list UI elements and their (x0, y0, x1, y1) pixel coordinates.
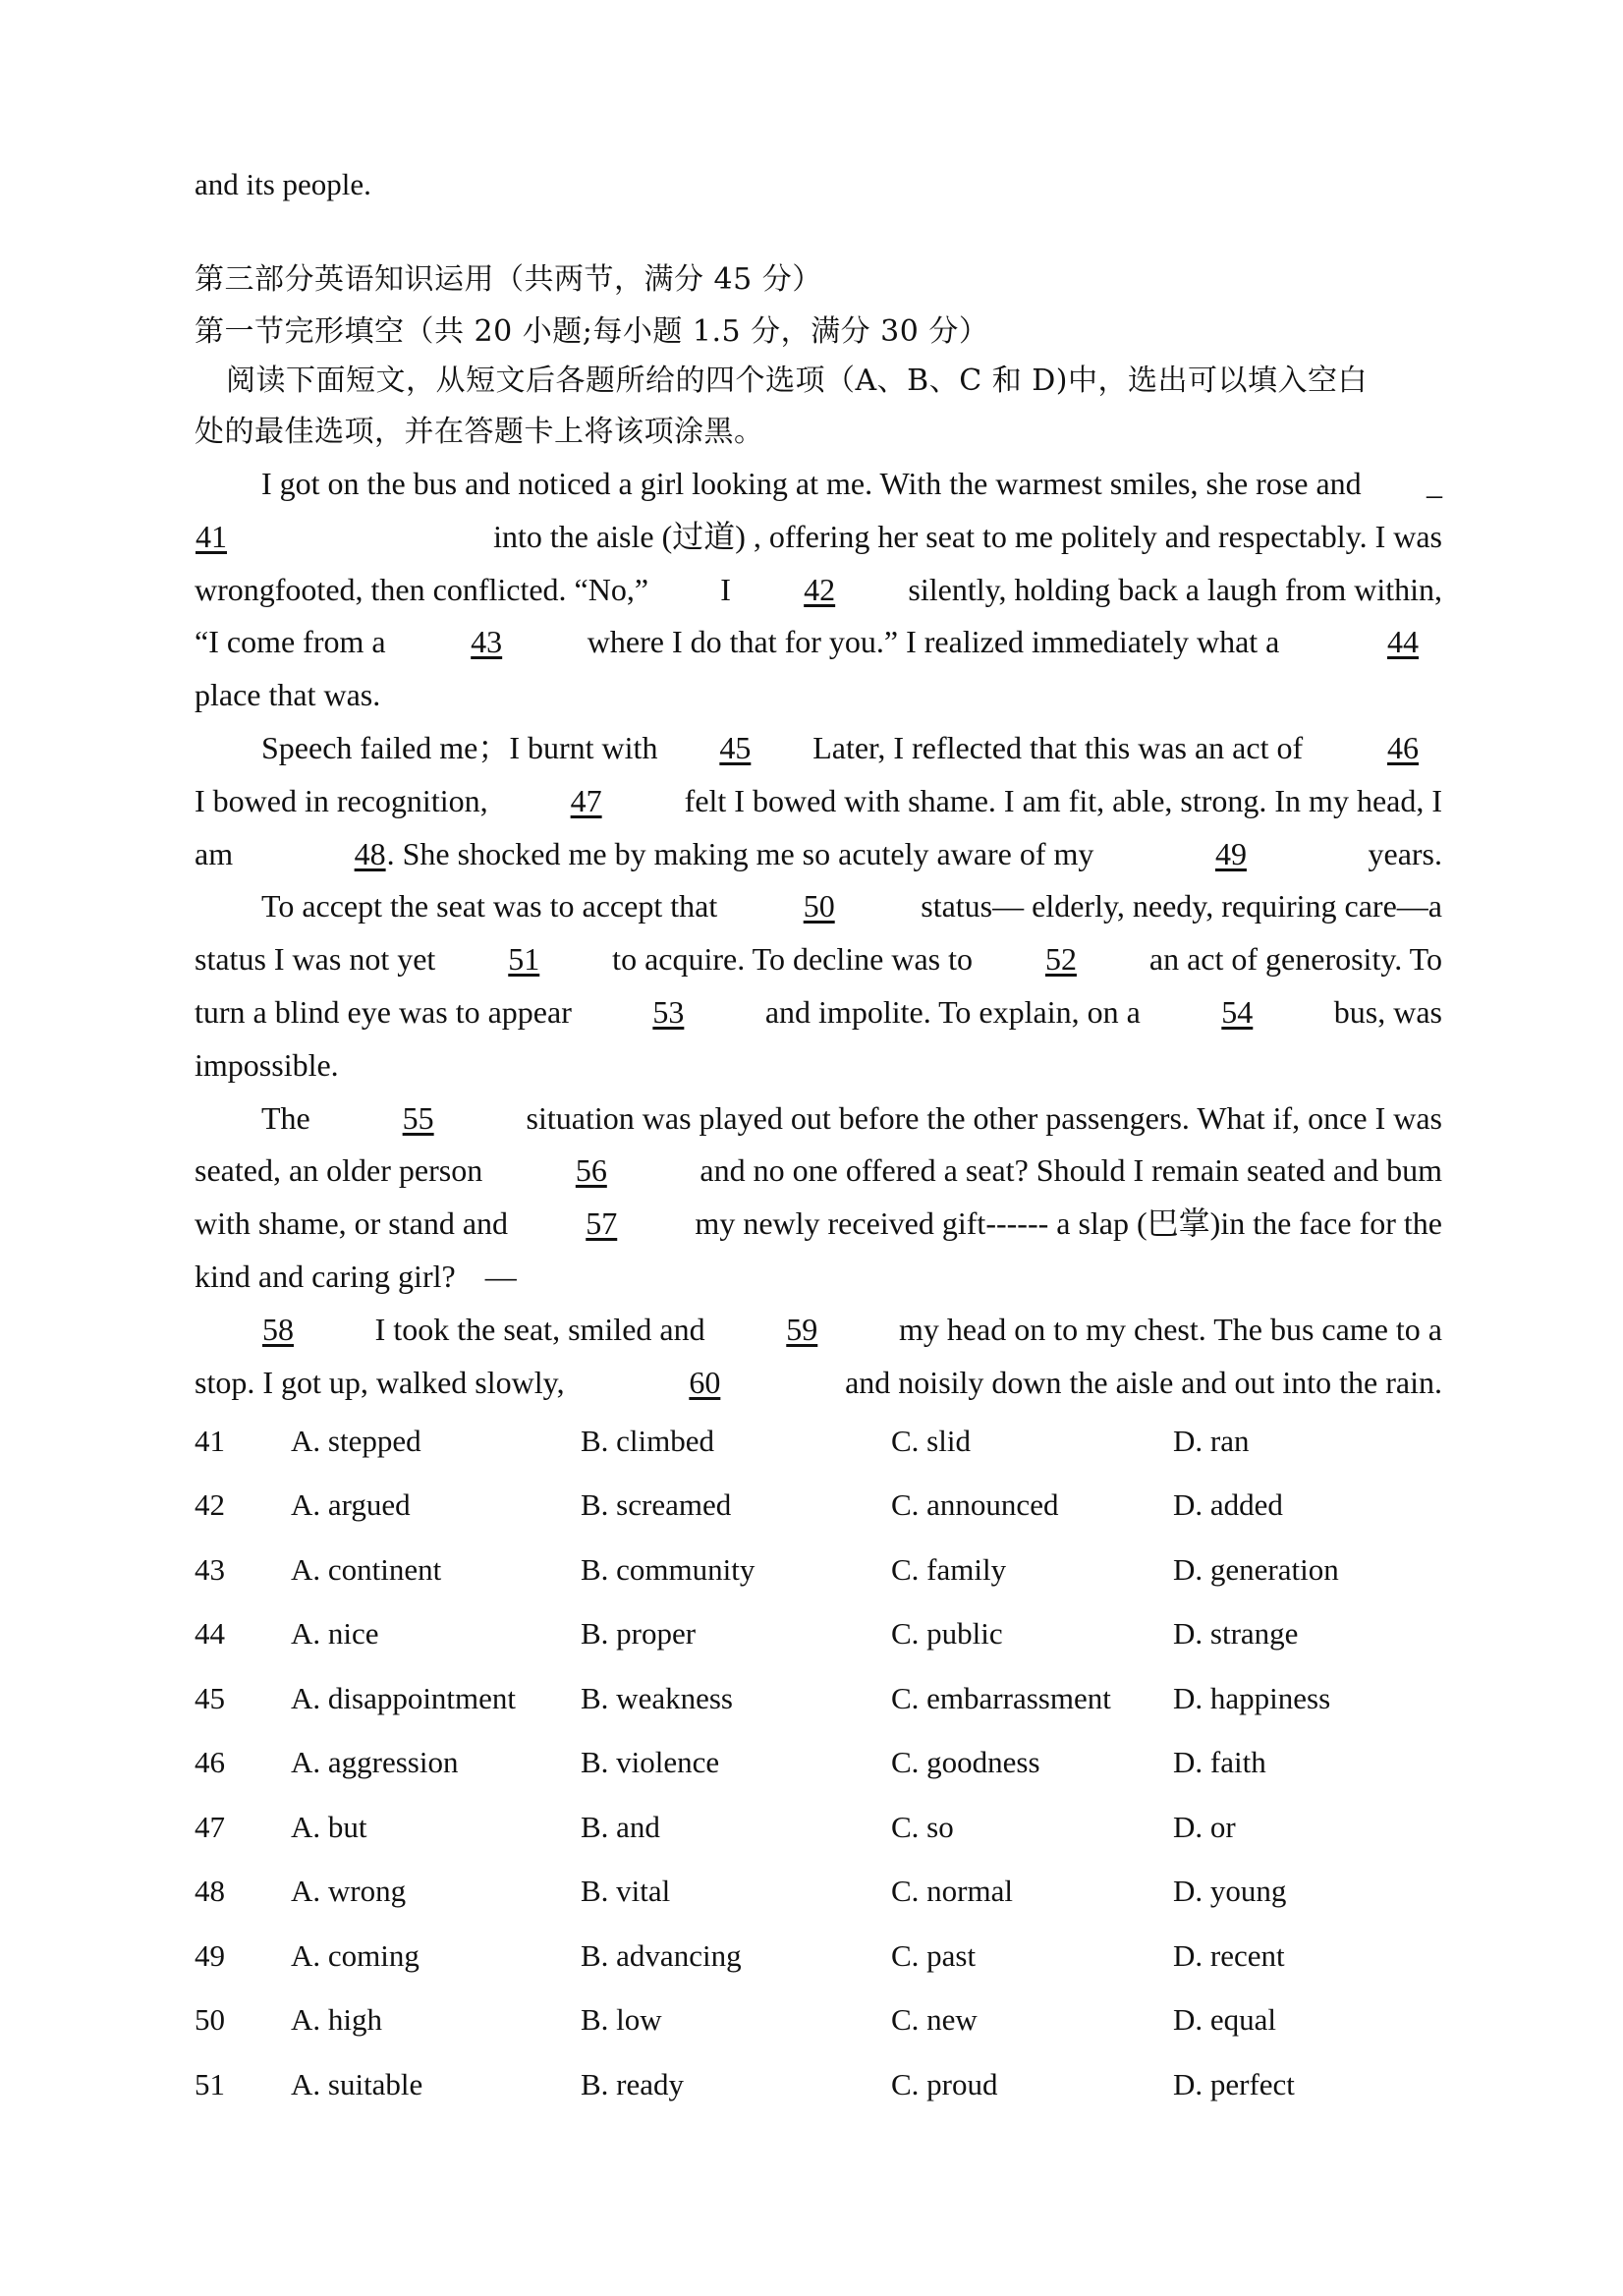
blank-58: 58 (262, 1311, 294, 1347)
blank-56: 56 (575, 1152, 607, 1189)
question-number: 45 (195, 1680, 225, 1715)
option-c: C. so (891, 1809, 954, 1844)
option-d: D. perfect (1173, 2066, 1295, 2101)
option-d: D. equal (1173, 2002, 1277, 2038)
option-c: C. proud (891, 2066, 998, 2101)
passage-line: kind and caring girl? — (195, 1258, 517, 1294)
option-c: C. family (891, 1551, 1007, 1587)
option-row (195, 1602, 1462, 1667)
option-d: D. generation (1173, 1551, 1339, 1587)
blank-50: 50 (803, 888, 835, 924)
passage-line: I got on the bus and noticed a girl looking at me. With the warmest smiles, she rose and _ (261, 466, 1442, 501)
cloze-passage (195, 458, 1442, 1409)
option-c: C. announced (891, 1487, 1059, 1523)
passage-line: status I was not yet 51 to acquire. To decline was to 52 an act of generosity. To (195, 933, 1442, 986)
option-b: B. weakness (581, 1680, 733, 1715)
passage-line: with shame, or stand and 57 my newly received gift------ a slap (巴掌)in the face for the (195, 1198, 1442, 1251)
blank-45: 45 (719, 729, 752, 765)
question-number: 50 (195, 2002, 225, 2038)
option-b: B. ready (581, 2066, 685, 2101)
options-table (195, 1409, 1462, 2117)
passage-line: 41 into the aisle (过道) , offering her seat to me politely and respectably. I was (195, 511, 1442, 564)
blank-54: 54 (1221, 993, 1254, 1030)
blank-43: 43 (471, 624, 503, 660)
option-row (195, 1666, 1462, 1731)
option-a: A. aggression (291, 1745, 459, 1780)
passage-line: “I come from a 43 where I do that for you.” I realized immediately what a 44 (195, 616, 1442, 669)
passage-line: am 48. She shocked me by making me so acutely aware of my 49 years. (195, 828, 1442, 881)
passage-line: impossible. (195, 1046, 339, 1083)
blank-55: 55 (402, 1099, 434, 1136)
section-title: 第一节完形填空（共 20 小题;每小题 1.5 分，满分 30 分） (195, 314, 989, 349)
option-b: B. screamed (581, 1487, 732, 1523)
question-number: 48 (195, 1874, 225, 1909)
blank-46: 46 (1387, 729, 1419, 765)
passage-line: I bowed in recognition, 47 felt I bowed with shame. I am fit, able, strong. In my head, I (195, 775, 1442, 828)
question-number: 47 (195, 1809, 225, 1844)
option-a: A. suitable (291, 2066, 423, 2101)
blank-48: 48 (354, 835, 386, 871)
option-d: D. ran (1173, 1423, 1250, 1458)
option-b: B. vital (581, 1874, 671, 1909)
option-row (195, 1860, 1462, 1925)
passage-line: To accept the seat was to accept that 50 status— elderly, needy, requiring care—a (195, 880, 1442, 933)
question-number: 51 (195, 2066, 225, 2101)
blank-59: 59 (786, 1311, 818, 1347)
option-b: B. community (581, 1551, 756, 1587)
option-a: A. argued (291, 1487, 411, 1523)
option-b: B. violence (581, 1745, 720, 1780)
passage-line: turn a blind eye was to appear 53 and impolite. To explain, on a 54 bus, was (195, 986, 1442, 1039)
blank-42: 42 (804, 571, 836, 607)
option-row (195, 1409, 1462, 1474)
option-c: C. embarrassment (891, 1680, 1111, 1715)
passage-line: 58 I took the seat, smiled and 59 my head on to my chest. The bus came to a (195, 1304, 1442, 1357)
part-title: 第三部分英语知识运用（共两节，满分 45 分） (195, 262, 822, 297)
blank-60: 60 (689, 1364, 721, 1400)
passage-line: Speech failed me；I burnt with 45 Later, I reflected that this was an act of 46 (195, 722, 1442, 775)
blank-49: 49 (1214, 835, 1247, 871)
blank-57: 57 (586, 1205, 618, 1242)
question-number: 42 (195, 1487, 225, 1523)
option-a: A. but (291, 1809, 367, 1844)
option-row (195, 1538, 1462, 1602)
option-d: D. or (1173, 1809, 1236, 1844)
option-c: C. past (891, 1937, 977, 1973)
blank-41: 41 (196, 518, 227, 554)
continuation-text: and its people. (195, 167, 371, 201)
option-c: C. public (891, 1616, 1003, 1652)
option-a: A. continent (291, 1551, 442, 1587)
blank-44: 44 (1386, 624, 1419, 660)
option-row (195, 1731, 1462, 1796)
blank-52: 52 (1044, 941, 1077, 978)
instructions-line-2: 处的最佳选项，并在答题卡上将该项涂黑。 (195, 415, 764, 449)
option-d: D. strange (1173, 1616, 1299, 1652)
option-c: C. normal (891, 1874, 1013, 1909)
option-c: C. new (891, 2002, 978, 2038)
option-b: B. low (581, 2002, 662, 2038)
option-row (195, 2052, 1462, 2117)
option-a: A. nice (291, 1616, 379, 1652)
passage-line: The 55 situation was played out before the other passengers. What if, once I was (195, 1092, 1442, 1146)
question-number: 43 (195, 1551, 225, 1587)
passage-line: seated, an older person 56 and no one offered a seat? Should I remain seated and bum (195, 1145, 1442, 1198)
option-b: B. advancing (581, 1937, 742, 1973)
blank-47: 47 (570, 782, 602, 818)
blank-51: 51 (508, 941, 540, 978)
option-d: D. happiness (1173, 1680, 1331, 1715)
option-b: B. and (581, 1809, 660, 1844)
passage-line: wrongfooted, then conflicted. “No,” I 42 silently, holding back a laugh from within, (195, 564, 1442, 617)
option-a: A. high (291, 2002, 382, 2038)
instructions-line-1: 阅读下面短文，从短文后各题所给的四个选项（A、B、C 和 D)中，选出可以填入空白 (226, 364, 1368, 398)
option-row (195, 1474, 1462, 1539)
option-row (195, 1988, 1462, 2053)
option-a: A. disappointment (291, 1680, 517, 1715)
passage-line: stop. I got up, walked slowly, 60 and noisily down the aisle and out into the rain. (195, 1357, 1442, 1410)
option-c: C. goodness (891, 1745, 1040, 1780)
option-d: D. recent (1173, 1937, 1285, 1973)
option-a: A. coming (291, 1937, 420, 1973)
option-d: D. young (1173, 1874, 1287, 1909)
option-d: D. added (1173, 1487, 1283, 1523)
option-a: A. stepped (291, 1423, 421, 1458)
option-row (195, 1924, 1462, 1988)
option-row (195, 1795, 1462, 1860)
question-number: 44 (195, 1616, 225, 1652)
option-d: D. faith (1173, 1745, 1266, 1780)
option-a: A. wrong (291, 1874, 407, 1909)
question-number: 46 (195, 1745, 225, 1780)
option-b: B. proper (581, 1616, 697, 1652)
question-number: 49 (195, 1937, 225, 1973)
option-c: C. slid (891, 1423, 971, 1458)
blank-53: 53 (652, 993, 685, 1030)
question-number: 41 (195, 1423, 225, 1458)
option-b: B. climbed (581, 1423, 715, 1458)
passage-line: place that was. (195, 677, 381, 713)
